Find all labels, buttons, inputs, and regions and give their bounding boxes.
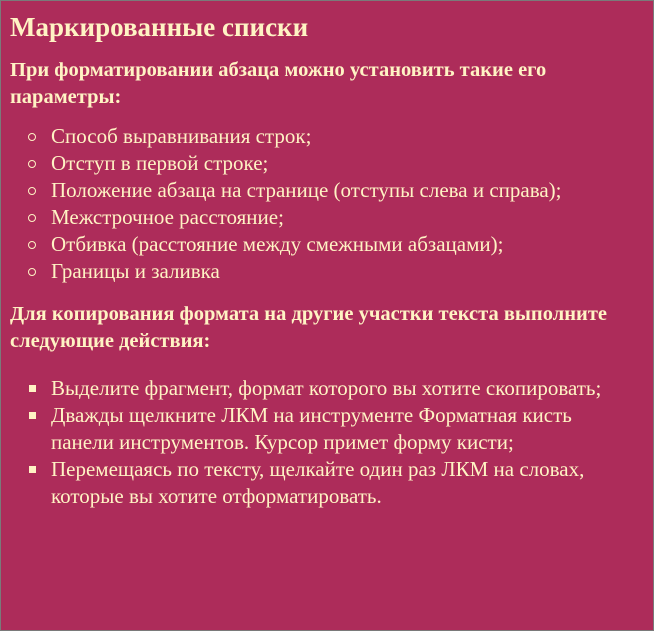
- list-item: Отступ в первой строке;: [10, 150, 639, 177]
- paragraph-parameters-list: [10, 123, 639, 285]
- copy-format-steps-list: [10, 375, 639, 510]
- list-item: Положение абзаца на странице (отступы слева и справа);: [10, 177, 639, 204]
- list-item: Дважды щелкните ЛКМ на инструменте Форматная кисть панели инструментов. Курсор примет форму кисти;: [10, 402, 639, 456]
- slide-title: Маркированные списки: [10, 12, 309, 42]
- section1-heading: При форматировании абзаца можно установить такие его параметры:: [10, 59, 547, 108]
- list-item: Границы и заливка: [10, 258, 639, 285]
- list-item: Межстрочное расстояние;: [10, 204, 639, 231]
- section2-heading: Для копирования формата на другие участки текста выполните следующие действия:: [10, 303, 607, 352]
- list-item: Способ выравнивания строк;: [10, 123, 639, 150]
- list-item: Перемещаясь по тексту, щелкайте один раз ЛКМ на словах, которые вы хотите отформатировать.: [10, 456, 639, 510]
- list-item: Выделите фрагмент, формат которого вы хотите скопировать;: [10, 375, 639, 402]
- list-item: Отбивка (расстояние между смежными абзацами);: [10, 231, 639, 258]
